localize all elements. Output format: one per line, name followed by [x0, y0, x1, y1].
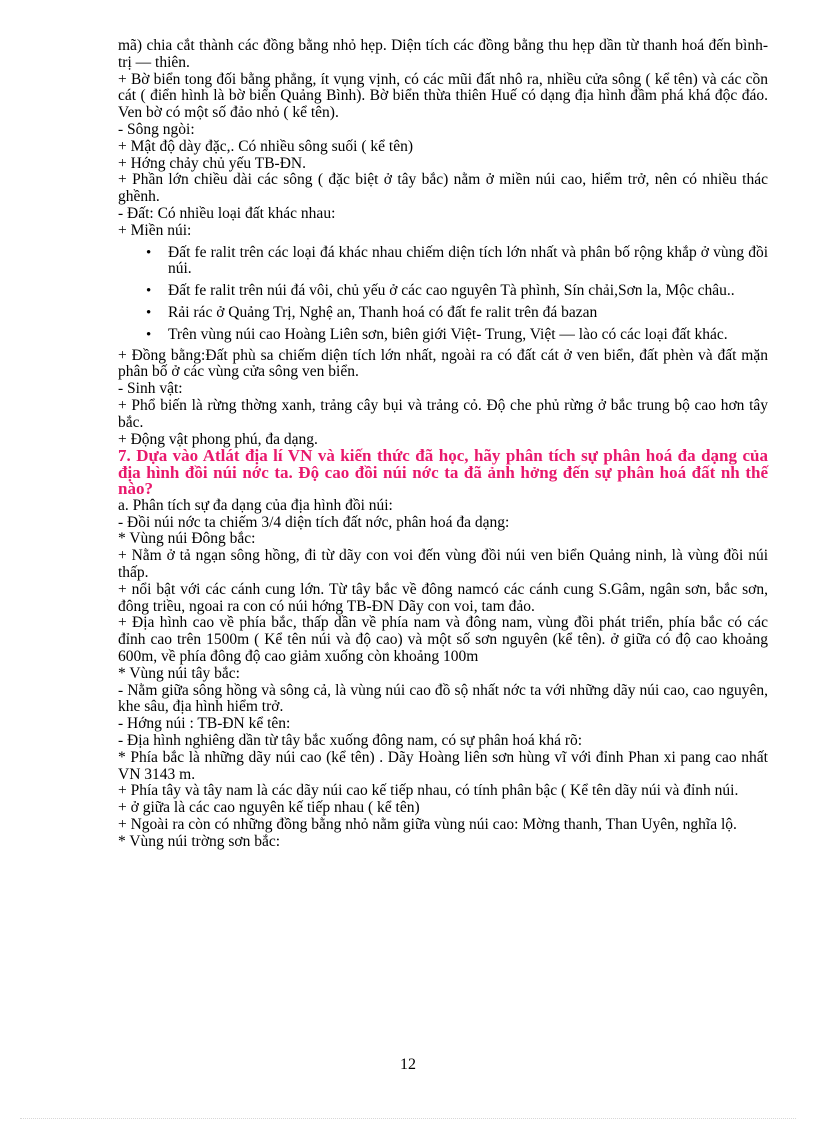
soil-bullet-list — [118, 245, 768, 344]
text-line: + Phía tây và tây nam là các dãy núi cao kế tiếp nhau, có tính phân bậc ( Kể tên dãy núi và đỉnh núi. — [118, 782, 739, 800]
list-item-text: Đất fe ralit trên núi đá vôi, chủ yếu ở các cao nguyên Tà phình, Sín chải,Sơn la, Mộc châu.. — [168, 282, 735, 300]
list-item — [118, 305, 768, 322]
text-block-top — [118, 38, 768, 240]
text-line: + Ngoài ra còn có những đồng bằng nhỏ nằm giữa vùng núi cao: Mờng thanh, Than Uyên, nghĩa lộ. — [118, 815, 737, 833]
list-item-text: Đất fe ralit trên các loại đá khác nhau chiếm diện tích lớn nhất và phân bố rộng khắp ở vùng đồi núi. — [168, 243, 768, 278]
text-line: + ở giữa là các cao nguyên kế tiếp nhau ( kể tên) — [118, 799, 420, 817]
text-line: + Phần lớn chiều dài các sông ( đặc biệt ở tây bắc) nằm ở miền núi cao, hiểm trở, nên có nhiều thác ghềnh. — [118, 171, 768, 206]
text-line: + Hớng chảy chủ yếu TB-ĐN. — [118, 154, 306, 172]
bullet-icon: • — [146, 304, 152, 321]
text-line: + Địa hình cao về phía bắc, thấp dần về phía nam và đông nam, vùng đồi phát triển, phía bắc có các đỉnh cao trên 1500m ( Kể tên núi và độ cao) và một số sơn nguyên (kể tên). ở giữa có độ cao khoảng 600m, về phía đông độ cao giảm xuống còn khoảng 100m — [118, 614, 768, 665]
list-item — [118, 283, 768, 300]
text-line: - Địa hình nghiêng dần từ tây bắc xuống đông nam, có sự phân hoá khá rõ: — [118, 731, 583, 749]
text-block-bottom — [118, 498, 768, 851]
question-heading: 7. Dựa vào Atlát địa lí VN và kiến thức đã học, hãy phân tích sự phân hoá đa dạng của địa hình đồi núi nớc ta. Độ cao đồi núi nớc ta đã ảnh hởng đến sự phân hoá đất nh thế nào? — [118, 446, 768, 499]
text-line: + nổi bật với các cánh cung lớn. Từ tây bắc về đông namcó các cánh cung S.Gâm, ngân sơn, bắc sơn, đông triều, ngoai ra con có núi hớng TB-ĐN Dãy con voi, tam đảo. — [118, 580, 768, 615]
text-line: + Miền núi: — [118, 221, 192, 239]
text-line: + Mật độ dày đặc,. Có nhiều sông suối ( kể tên) — [118, 137, 414, 155]
page-bottom-divider — [20, 1118, 796, 1119]
text-line: - Nằm giữa sông hồng và sông cả, là vùng núi cao đồ sộ nhất nớc ta với những dãy núi cao, cao nguyên, khe sâu, địa hình hiểm trở. — [118, 681, 768, 716]
text-line: - Đồi núi nớc ta chiếm 3/4 diện tích đất nớc, phân hoá đa dạng: — [118, 513, 510, 531]
list-item — [118, 327, 768, 344]
bullet-icon: • — [146, 326, 152, 343]
page-number: 12 — [400, 1056, 416, 1073]
text-block-mid — [118, 348, 768, 449]
text-line: + Phổ biến là rừng thờng xanh, trảng cây bụi và trảng cỏ. Độ che phủ rừng ở bắc trung bộ cao hơn tây bắc. — [118, 396, 768, 431]
bullet-icon: • — [146, 244, 152, 261]
text-line: * Vùng núi tây bắc: — [118, 664, 240, 682]
list-item-text: Rải rác ở Quảng Trị, Nghệ an, Thanh hoá có đất fe ralit trên đá bazan — [168, 303, 598, 321]
text-line: * Vùng núi Đông bắc: — [118, 530, 256, 548]
list-item — [118, 245, 768, 279]
bullet-icon: • — [146, 283, 152, 300]
list-item-text: Trên vùng núi cao Hoàng Liên sơn, biên giới Việt- Trung, Việt — lào có các loại đất khác. — [168, 325, 728, 343]
text-line: - Sông ngòi: — [118, 120, 195, 138]
text-line: + Đồng bằng:Đất phù sa chiếm diện tích lớn nhất, ngoài ra có đất cát ở ven biển, đất phèn và đất mặn phân bố ở các vùng cửa sông ven biển. — [118, 346, 768, 381]
text-line: + Động vật phong phú, đa dạng. — [118, 430, 318, 448]
text-line: - Hớng núi : TB-ĐN kể tên: — [118, 715, 291, 733]
text-line: - Đất: Có nhiều loại đất khác nhau: — [118, 204, 336, 222]
text-line: * Phía bắc là những dãy núi cao (kể tên) . Dãy Hoàng liên sơn hùng vĩ với đỉnh Phan xi pang cao nhất VN 3143 m. — [118, 748, 768, 783]
document-body — [118, 38, 768, 851]
text-line: + Nằm ở tả ngạn sông hồng, đi từ dãy con voi đến vùng đồi núi ven biển Quảng ninh, là vùng đồi núi thấp. — [118, 547, 768, 582]
text-line: + Bờ biển tong đối bằng phẳng, ít vụng vịnh, có các mũi đất nhô ra, nhiều cửa sông ( kể tên) và các cồn cát ( điển hình là bờ biển Quảng Bình). Bờ biển thừa thiên Huế có dạng địa hình đầm phá khá độc đáo. Ven bờ có một số đảo nhỏ ( kể tên). — [118, 70, 768, 122]
text-line: mã) chia cắt thành các đồng bằng nhỏ hẹp. Diện tích các đồng bằng thu hẹp dần từ thanh hoá đến bình- trị — thiên. — [118, 37, 768, 71]
text-line: * Vùng núi trờng sơn bắc: — [118, 832, 281, 850]
text-line: - Sinh vật: — [118, 380, 183, 398]
text-line: a. Phân tích sự đa dạng của địa hình đồi núi: — [118, 496, 393, 514]
